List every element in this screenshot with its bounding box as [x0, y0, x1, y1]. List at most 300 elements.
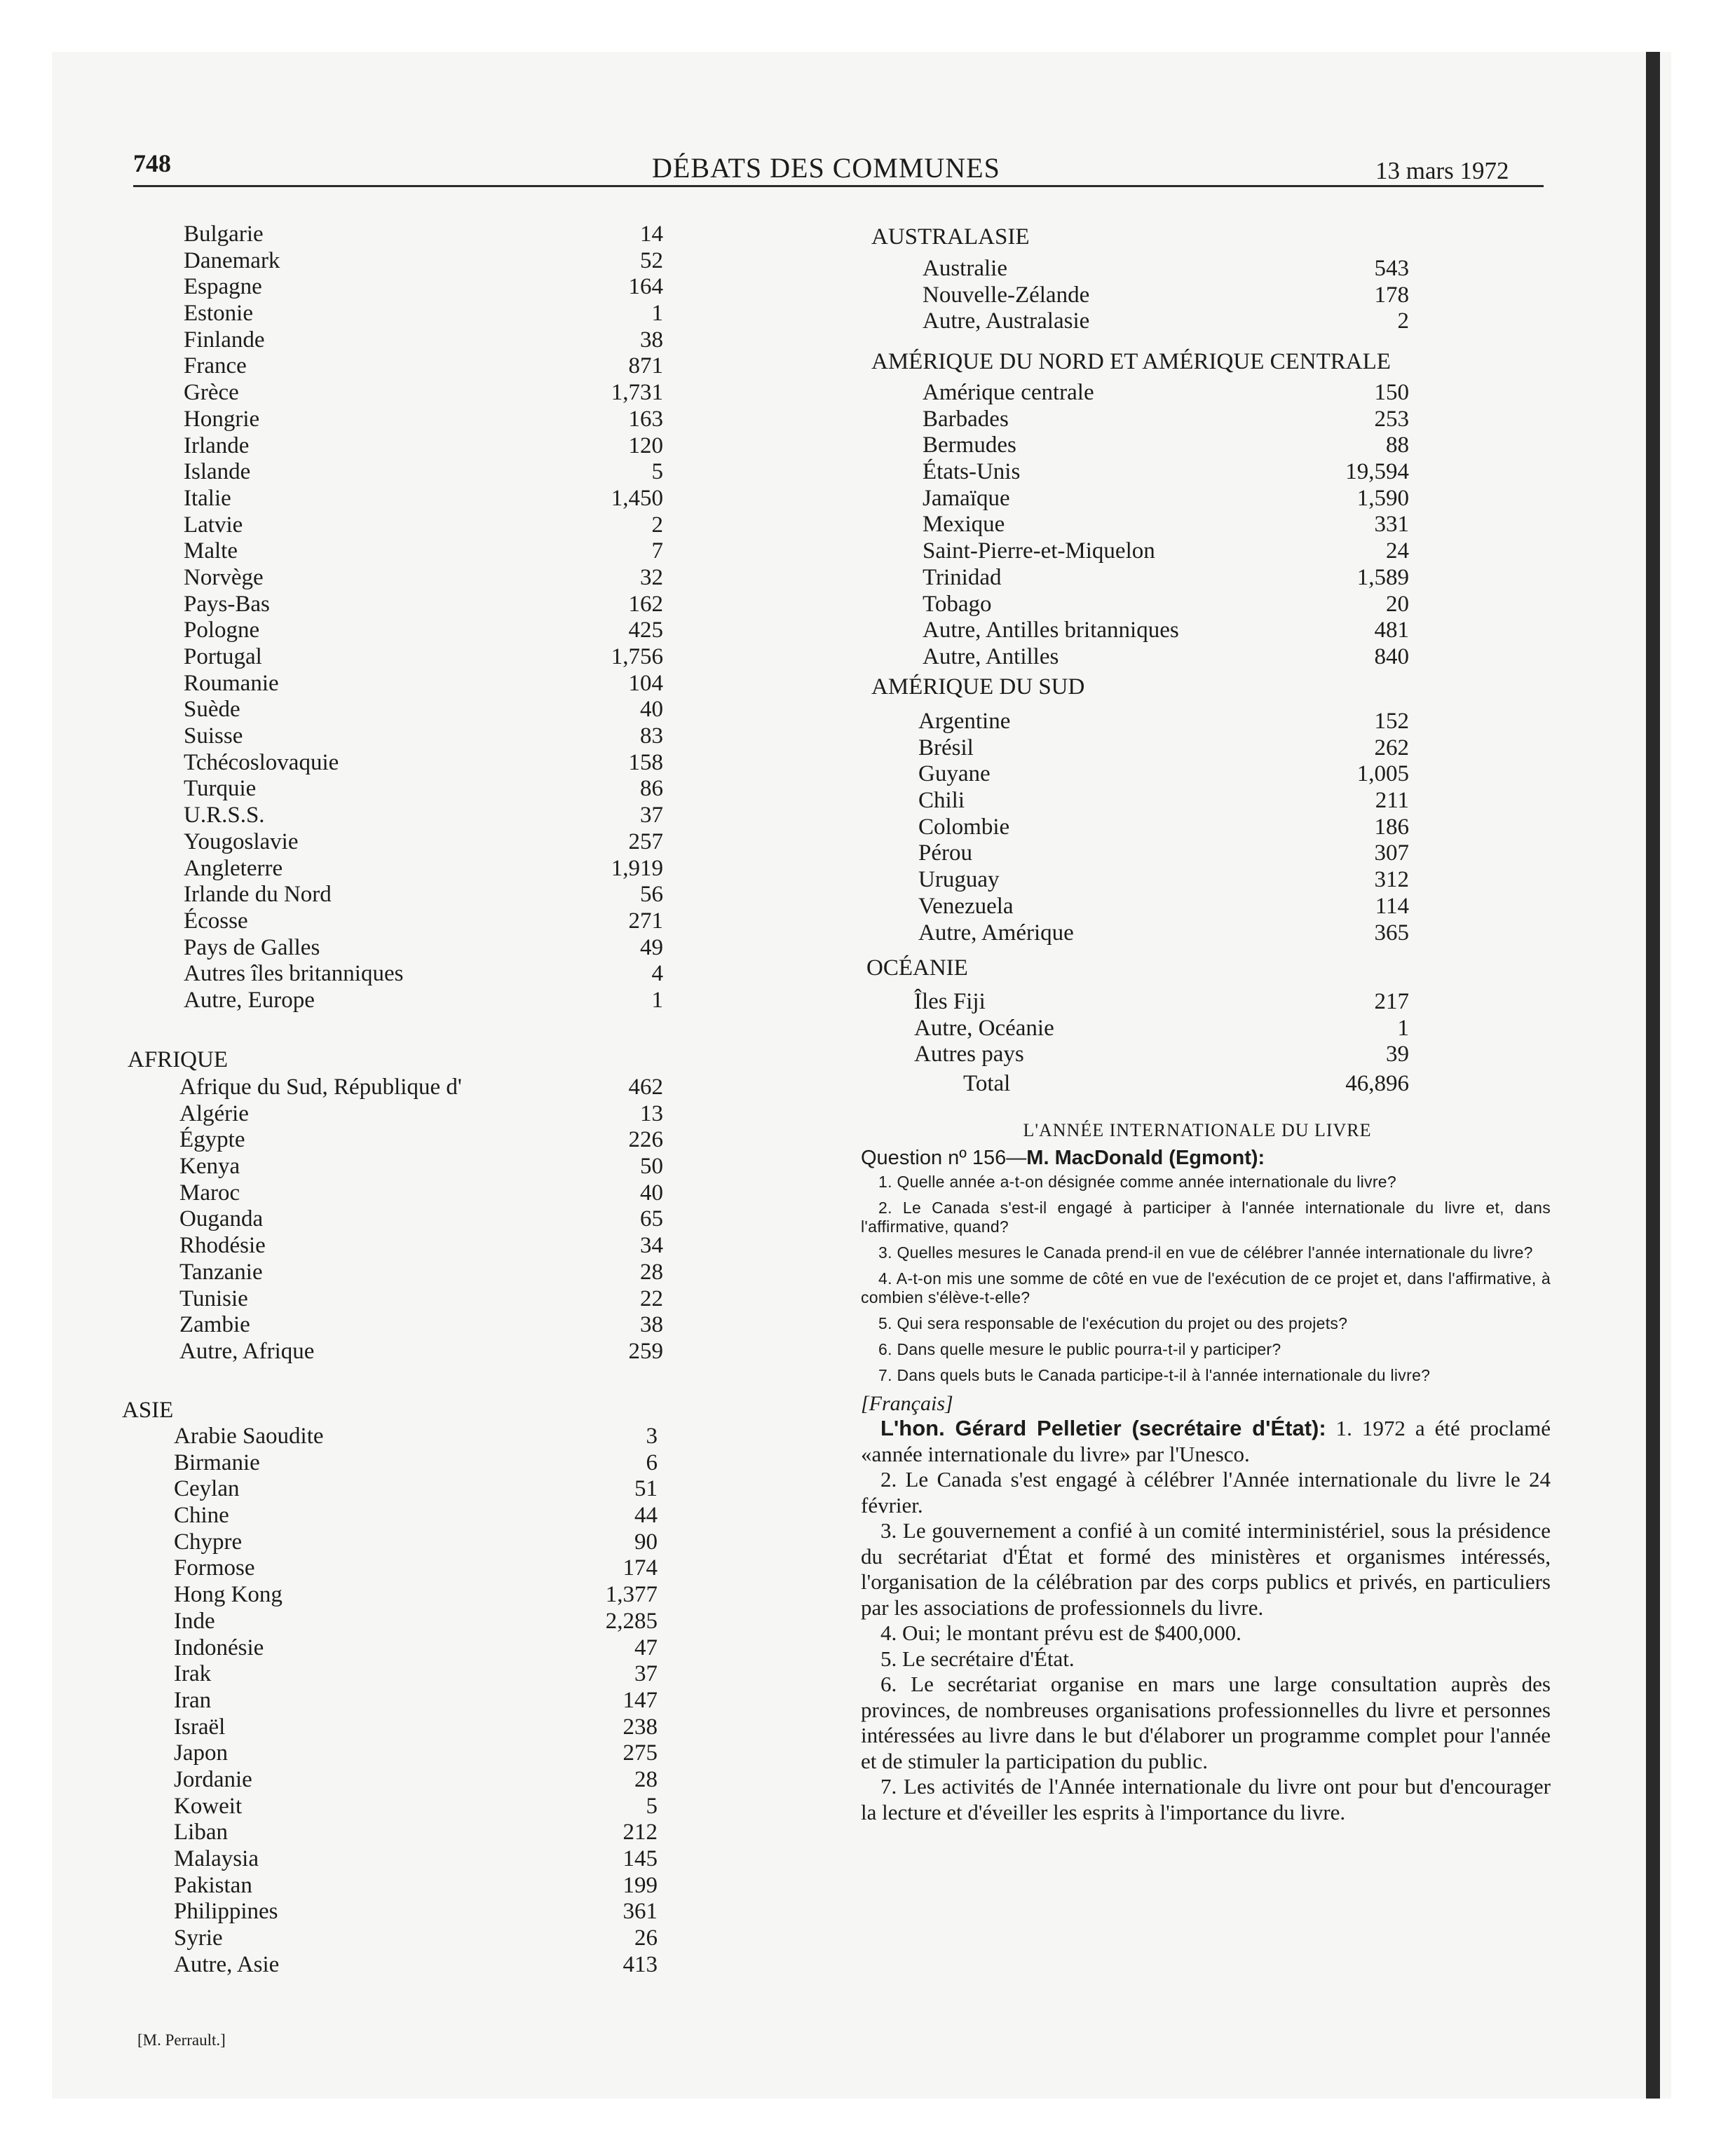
country-name: Autre, Amérique — [918, 920, 1074, 946]
count-value: 1,377 — [605, 1582, 658, 1608]
table-row — [184, 750, 663, 777]
table-row — [179, 1233, 663, 1260]
table-row — [184, 274, 663, 301]
table-row — [174, 1529, 658, 1556]
asie-list — [174, 1424, 658, 1978]
count-value: 38 — [640, 327, 663, 353]
count-value: 481 — [1374, 618, 1409, 643]
country-name: Tanzanie — [179, 1259, 263, 1285]
table-row — [918, 761, 1409, 788]
section-oceanie: OCÉANIE — [866, 955, 968, 981]
count-value: 312 — [1374, 867, 1409, 893]
table-row — [184, 565, 663, 592]
count-value: 217 — [1374, 989, 1409, 1014]
count-value: 88 — [1386, 432, 1409, 458]
table-row — [179, 1286, 663, 1313]
table-row — [184, 988, 663, 1014]
country-name: Écosse — [184, 908, 248, 934]
count-value: 178 — [1374, 282, 1409, 308]
count-value: 90 — [634, 1529, 658, 1555]
country-name: Tunisie — [179, 1285, 248, 1311]
table-row — [923, 644, 1409, 671]
total-value: 46,896 — [1345, 1071, 1409, 1096]
count-value: 147 — [622, 1687, 658, 1713]
table-row — [179, 1074, 663, 1101]
header-rule — [133, 185, 1544, 187]
section-amerique-sud: AMÉRIQUE DU SUD — [871, 674, 1085, 700]
table-row — [184, 776, 663, 803]
table-row — [174, 1794, 658, 1820]
country-name: Venezuela — [918, 893, 1014, 919]
country-name: Mexique — [923, 512, 1005, 538]
table-row — [918, 814, 1409, 841]
country-name: Autre, Europe — [184, 987, 315, 1013]
count-value: 259 — [628, 1338, 663, 1364]
table-row — [184, 829, 663, 856]
country-name: Rhodésie — [179, 1233, 266, 1259]
count-value: 543 — [1374, 256, 1409, 281]
table-row — [923, 486, 1409, 512]
europe-list — [184, 221, 663, 1014]
table-row — [923, 282, 1409, 309]
table-row — [179, 1339, 663, 1365]
count-value: 158 — [628, 749, 663, 775]
question-item: 1. Quelle année a-t-on désignée comme année internationale du livre? — [878, 1173, 1396, 1191]
country-name: Îles Fiji — [914, 989, 986, 1014]
table-row — [184, 935, 663, 962]
count-value: 271 — [628, 908, 663, 934]
count-value: 14 — [640, 221, 663, 247]
question-label: Question nº 156— — [861, 1147, 1027, 1169]
count-value: 120 — [628, 432, 663, 458]
section-asie: ASIE — [122, 1398, 174, 1423]
answer-item: 4. Oui; le montant prévu est de $400,000. — [880, 1621, 1241, 1645]
count-value: 152 — [1374, 709, 1409, 734]
table-row — [914, 1042, 1409, 1068]
page-title: DÉBATS DES COMMUNES — [652, 152, 1000, 184]
table-row — [923, 308, 1409, 335]
table-row — [918, 867, 1409, 894]
count-value: 871 — [628, 353, 663, 379]
country-name: Japon — [174, 1740, 228, 1766]
count-value: 28 — [640, 1259, 663, 1285]
table-row — [184, 592, 663, 618]
table-row — [914, 989, 1409, 1016]
country-name: Algérie — [179, 1100, 249, 1126]
table-row — [184, 512, 663, 539]
country-name: Irak — [174, 1661, 212, 1687]
table-row — [174, 1661, 658, 1688]
count-value: 238 — [622, 1714, 658, 1740]
table-row — [923, 618, 1409, 644]
country-name: Koweit — [174, 1793, 243, 1819]
country-name: Formose — [174, 1555, 255, 1581]
table-row — [923, 459, 1409, 486]
country-name: Bulgarie — [184, 221, 264, 247]
binding-edge — [1646, 52, 1660, 2099]
count-value: 2 — [651, 512, 663, 538]
country-name: Latvie — [184, 512, 243, 538]
table-row — [174, 1635, 658, 1662]
table-row — [174, 1820, 658, 1846]
table-row — [174, 1899, 658, 1925]
table-row — [923, 592, 1409, 618]
table-row — [918, 920, 1409, 947]
country-name: Uruguay — [918, 867, 1000, 893]
country-name: Indonésie — [174, 1635, 264, 1660]
table-row — [179, 1312, 663, 1339]
country-name: Pays de Galles — [184, 934, 320, 960]
country-name: Malaysia — [174, 1846, 259, 1871]
table-row — [184, 803, 663, 829]
count-value: 186 — [1374, 814, 1409, 840]
country-name: Kenya — [179, 1154, 240, 1180]
question-item: 6. Dans quelle mesure le public pourra-t-il y participer? — [878, 1340, 1281, 1358]
count-value: 40 — [640, 697, 663, 723]
answer-first: 1. 1972 a été proclamé «année internationale du livre» par l'Unesco. — [861, 1416, 1551, 1466]
count-value: 1 — [1397, 1015, 1409, 1041]
count-value: 20 — [1386, 591, 1409, 617]
table-row — [174, 1609, 658, 1635]
country-name: Autre, Australasie — [923, 308, 1090, 334]
count-value: 365 — [1374, 920, 1409, 946]
answer-item: 6. Le secrétariat organise en mars une large consultation auprès des provinces, de nombreuses organisations professionnelles du livre et personnes intéressées au livre dans le but d'élaborer un programme complet pour l'année et de stimuler la participation du public. — [861, 1672, 1551, 1773]
count-value: 145 — [622, 1846, 658, 1871]
country-name: Irlande — [184, 432, 250, 458]
country-name: Suède — [184, 697, 240, 723]
table-row — [923, 512, 1409, 538]
table-row — [179, 1180, 663, 1207]
table-row — [184, 697, 663, 723]
question-item: 2. Le Canada s'est-il engagé à participer à l'année internationale du livre et, dans l'affirmative, quand? — [861, 1199, 1551, 1236]
table-row — [174, 1476, 658, 1503]
count-value: 1,450 — [611, 485, 663, 511]
table-row — [174, 1714, 658, 1741]
question-item: 5. Qui sera responsable de l'exécution du projet ou des projets? — [878, 1314, 1348, 1332]
count-value: 199 — [622, 1872, 658, 1898]
country-name: Bermudes — [923, 432, 1016, 458]
table-row — [184, 459, 663, 486]
count-value: 162 — [628, 591, 663, 617]
table-row — [914, 1016, 1409, 1042]
count-value: 150 — [1374, 380, 1409, 405]
country-name: Birmanie — [174, 1449, 260, 1475]
country-name: Pakistan — [174, 1872, 252, 1898]
count-value: 275 — [622, 1740, 658, 1766]
country-name: Amérique centrale — [923, 380, 1094, 405]
country-name: Autres pays — [914, 1042, 1024, 1067]
count-value: 32 — [640, 564, 663, 590]
country-name: Autres îles britanniques — [184, 961, 404, 987]
country-name: Ceylan — [174, 1476, 240, 1502]
country-name: France — [184, 353, 247, 379]
country-name: Zambie — [179, 1312, 250, 1338]
page-date: 13 mars 1972 — [1375, 157, 1509, 184]
country-name: Angleterre — [184, 855, 283, 881]
table-row — [923, 432, 1409, 459]
table-row — [174, 1688, 658, 1714]
section-afrique: AFRIQUE — [128, 1047, 229, 1072]
country-name: Norvège — [184, 564, 264, 590]
count-value: 163 — [628, 406, 663, 432]
country-name: Colombie — [918, 814, 1010, 840]
count-value: 38 — [640, 1312, 663, 1338]
count-value: 257 — [628, 828, 663, 854]
count-value: 37 — [634, 1661, 658, 1687]
country-name: Autre, Afrique — [179, 1338, 315, 1364]
country-name: Grèce — [184, 380, 239, 406]
table-row — [184, 353, 663, 380]
country-name: Saint-Pierre-et-Miquelon — [923, 538, 1155, 564]
count-value: 840 — [1374, 643, 1409, 669]
table-row — [184, 961, 663, 988]
page-number: 748 — [133, 149, 171, 177]
country-name: U.R.S.S. — [184, 803, 265, 828]
country-name: Égypte — [179, 1127, 245, 1153]
country-name: Turquie — [184, 776, 257, 802]
count-value: 51 — [634, 1476, 658, 1502]
table-row — [174, 1450, 658, 1477]
country-name: Jordanie — [174, 1766, 252, 1792]
country-name: États-Unis — [923, 459, 1021, 485]
table-row — [174, 1873, 658, 1899]
answer-item: 5. Le secrétaire d'État. — [880, 1646, 1075, 1671]
speaker-note: [M. Perrault.] — [137, 2031, 226, 2049]
table-row — [923, 565, 1409, 592]
section-australasie: AUSTRALASIE — [871, 224, 1030, 250]
count-value: 47 — [634, 1635, 658, 1660]
table-row — [918, 735, 1409, 762]
table-row — [923, 538, 1409, 565]
country-name: Estonie — [184, 301, 253, 327]
country-name: Italie — [184, 485, 231, 511]
count-value: 1,589 — [1356, 564, 1409, 590]
section-amerique-nord: AMÉRIQUE DU NORD ET AMÉRIQUE CENTRALE — [871, 349, 1391, 374]
country-name: Argentine — [918, 709, 1011, 734]
count-value: 211 — [1375, 788, 1409, 814]
country-name: Guyane — [918, 761, 991, 787]
count-value: 3 — [646, 1424, 658, 1449]
table-row — [184, 644, 663, 671]
country-name: Syrie — [174, 1925, 223, 1951]
count-value: 22 — [640, 1285, 663, 1311]
count-value: 50 — [640, 1154, 663, 1180]
country-name: Brésil — [918, 735, 974, 760]
country-name: Malte — [184, 538, 238, 564]
country-name: Israël — [174, 1714, 226, 1740]
country-name: Trinidad — [923, 564, 1002, 590]
table-row — [184, 723, 663, 750]
answer-speaker: L'hon. Gérard Pelletier (secrétaire d'État): — [880, 1416, 1326, 1440]
table-row — [918, 894, 1409, 920]
answer-item: 2. Le Canada s'est engagé à célébrer l'Année internationale du livre le 24 février. — [861, 1467, 1551, 1517]
count-value: 1,590 — [1356, 485, 1409, 511]
country-name: Tchécoslovaquie — [184, 749, 339, 775]
count-value: 28 — [634, 1766, 658, 1792]
country-name: Ouganda — [179, 1206, 264, 1232]
table-row — [184, 301, 663, 327]
country-name: Hong Kong — [174, 1582, 283, 1608]
table-row — [179, 1101, 663, 1128]
count-value: 65 — [640, 1206, 663, 1232]
count-value: 2 — [1397, 308, 1409, 334]
country-name: Philippines — [174, 1899, 278, 1925]
count-value: 262 — [1374, 735, 1409, 760]
count-value: 104 — [628, 670, 663, 696]
country-name: Pologne — [184, 618, 260, 643]
count-value: 114 — [1375, 893, 1409, 919]
table-row — [184, 248, 663, 275]
table-row — [179, 1260, 663, 1286]
amerique-nord-list — [923, 380, 1409, 671]
count-value: 13 — [640, 1100, 663, 1126]
table-row — [174, 1740, 658, 1767]
table-row — [174, 1555, 658, 1582]
count-value: 24 — [1386, 538, 1409, 564]
count-value: 34 — [640, 1233, 663, 1259]
table-row — [184, 908, 663, 935]
count-value: 425 — [628, 618, 663, 643]
country-name: Chine — [174, 1503, 229, 1529]
answer-items — [861, 1467, 1551, 1825]
table-row — [184, 433, 663, 460]
table-row — [184, 538, 663, 565]
count-value: 86 — [640, 776, 663, 802]
count-value: 37 — [640, 803, 663, 828]
table-row — [174, 1582, 658, 1609]
country-name: Afrique du Sud, République d' — [179, 1074, 462, 1100]
count-value: 83 — [640, 723, 663, 749]
country-name: Barbades — [923, 406, 1009, 432]
count-value: 40 — [640, 1180, 663, 1206]
count-value: 44 — [634, 1503, 658, 1529]
country-name: Hongrie — [184, 406, 260, 432]
table-row — [923, 256, 1409, 282]
count-value: 164 — [628, 274, 663, 300]
count-value: 1,005 — [1356, 761, 1409, 787]
count-value: 1,919 — [611, 855, 663, 881]
table-row — [184, 856, 663, 882]
count-value: 174 — [622, 1555, 658, 1581]
country-name: Arabie Saoudite — [174, 1424, 324, 1449]
count-value: 6 — [646, 1449, 658, 1475]
count-value: 1,731 — [611, 380, 663, 406]
count-value: 331 — [1374, 512, 1409, 538]
question-heading — [861, 1147, 1551, 1170]
count-value: 226 — [628, 1127, 663, 1153]
total-label: Total — [963, 1071, 1011, 1096]
amerique-sud-list — [918, 709, 1409, 946]
table-row — [179, 1206, 663, 1233]
country-name: Autre, Antilles — [923, 643, 1059, 669]
table-row — [923, 380, 1409, 407]
table-row — [174, 1952, 658, 1979]
country-name: Chypre — [174, 1529, 243, 1555]
count-value: 5 — [651, 459, 663, 485]
count-value: 361 — [622, 1899, 658, 1925]
table-row — [184, 882, 663, 908]
question-asker: M. MacDonald (Egmont): — [1026, 1147, 1265, 1169]
country-name: Espagne — [184, 274, 262, 300]
country-name: Irlande du Nord — [184, 882, 332, 908]
count-value: 4 — [651, 961, 663, 987]
count-value: 26 — [634, 1925, 658, 1951]
count-value: 19,594 — [1345, 459, 1409, 485]
count-value: 5 — [646, 1793, 658, 1819]
count-value: 56 — [640, 882, 663, 908]
question-item: 3. Quelles mesures le Canada prend-il en vue de célébrer l'année internationale du livre? — [878, 1243, 1533, 1262]
count-value: 39 — [1386, 1042, 1409, 1067]
count-value: 212 — [622, 1820, 658, 1845]
country-name: Chili — [918, 788, 965, 814]
country-name: Islande — [184, 459, 251, 485]
language-tag: [Français] — [861, 1392, 953, 1415]
table-row — [918, 709, 1409, 735]
question-block — [861, 1120, 1551, 1825]
country-name: Autre, Antilles britanniques — [923, 618, 1179, 643]
total-row — [914, 1071, 1409, 1098]
table-row — [174, 1424, 658, 1450]
count-value: 1,756 — [611, 644, 663, 669]
table-row — [918, 788, 1409, 814]
country-name: Tobago — [923, 591, 992, 617]
country-name: Roumanie — [184, 670, 279, 696]
question-item: 4. A-t-on mis une somme de côté en vue de l'exécution de ce projet et, dans l'affirmative, à combien s'élève-t-elle? — [861, 1269, 1551, 1306]
count-value: 253 — [1374, 406, 1409, 432]
count-value: 7 — [651, 538, 663, 564]
question-items — [861, 1173, 1551, 1385]
table-row — [184, 327, 663, 354]
country-name: Pérou — [918, 840, 972, 866]
australasie-list — [923, 256, 1409, 335]
count-value: 1 — [651, 301, 663, 327]
count-value: 462 — [628, 1074, 663, 1100]
table-row — [174, 1503, 658, 1529]
table-row — [923, 407, 1409, 433]
table-row — [184, 380, 663, 407]
count-value: 49 — [640, 934, 663, 960]
afrique-list — [179, 1074, 663, 1365]
country-name: Iran — [174, 1687, 212, 1713]
count-value: 413 — [622, 1951, 658, 1977]
question-item: 7. Dans quels buts le Canada participe-t-il à l'année internationale du livre? — [878, 1366, 1431, 1384]
country-name: Danemark — [184, 247, 280, 273]
table-row — [174, 1846, 658, 1873]
country-name: Suisse — [184, 723, 243, 749]
answer-item: 7. Les activités de l'Année internationale du livre ont pour but d'encourager la lecture et d'éveiller les esprits à l'importance du livre. — [861, 1774, 1551, 1824]
country-name: Australie — [923, 256, 1007, 281]
table-row — [918, 840, 1409, 867]
country-name: Portugal — [184, 644, 262, 669]
table-row — [174, 1767, 658, 1794]
table-row — [184, 618, 663, 644]
country-name: Autre, Océanie — [914, 1015, 1054, 1041]
oceanie-list — [914, 989, 1409, 1068]
country-name: Inde — [174, 1608, 215, 1634]
table-row — [184, 407, 663, 433]
country-name: Nouvelle-Zélande — [923, 282, 1090, 308]
table-row — [184, 486, 663, 512]
table-row — [179, 1127, 663, 1154]
country-name: Autre, Asie — [174, 1951, 280, 1977]
country-name: Liban — [174, 1820, 228, 1845]
country-name: Pays-Bas — [184, 591, 270, 617]
table-row — [184, 671, 663, 697]
country-name: Finlande — [184, 327, 265, 353]
count-value: 2,285 — [605, 1608, 658, 1634]
count-value: 1 — [651, 987, 663, 1013]
country-name: Yougoslavie — [184, 828, 299, 854]
